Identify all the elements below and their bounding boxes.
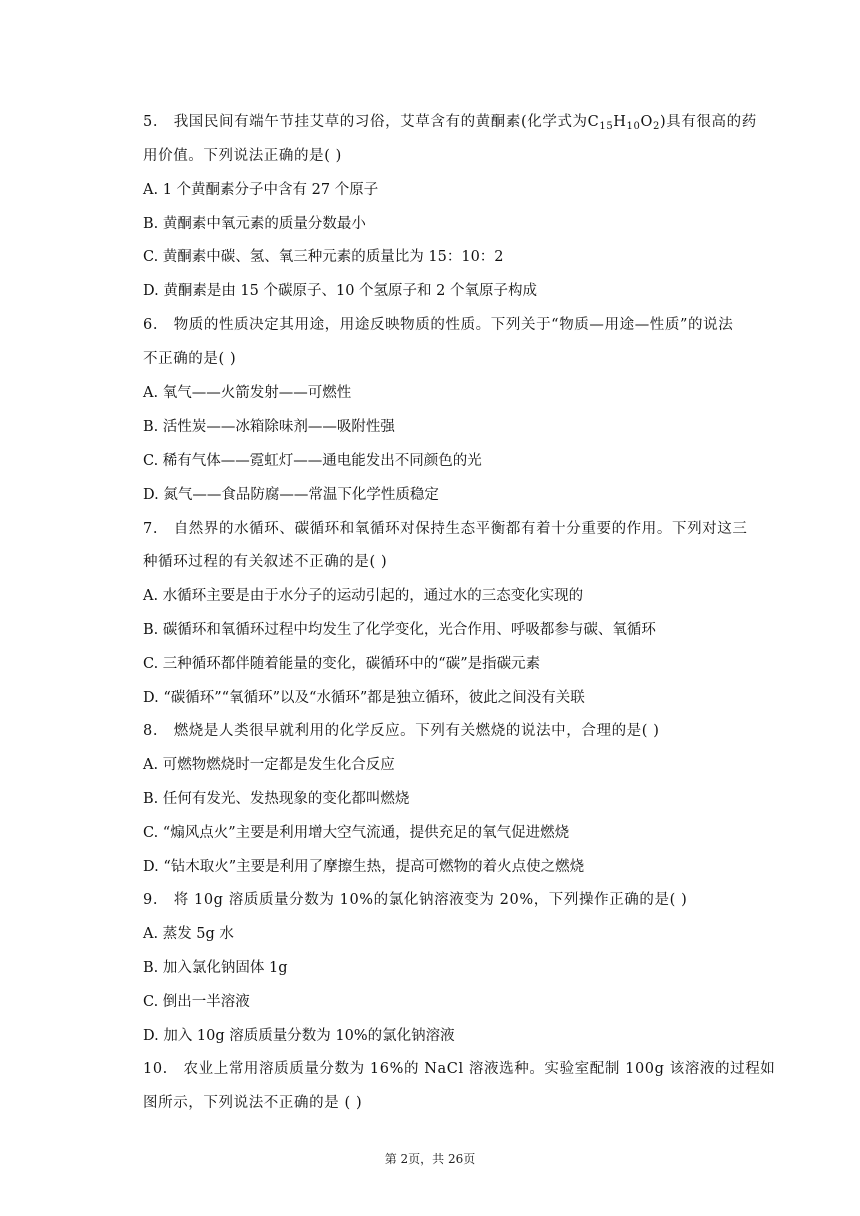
question-text: 具有很高的药 <box>666 114 757 130</box>
question-number: 6. <box>143 317 159 333</box>
question-text: 燃烧是人类很早就利用的化学反应。下列有关燃烧的说法中，合理的是( ) <box>173 723 660 739</box>
option-9b: B. 加入氯化钠固体 1g <box>143 960 288 976</box>
option-6a: A. 氧气——火箭发射——可燃性 <box>143 385 352 401</box>
option-8b: B. 任何有发光、发热现象的变化都叫燃烧 <box>143 791 410 807</box>
question-number: 5. <box>143 114 159 130</box>
question-5-line-2: 用价值。下列说法正确的是( ) <box>143 148 342 164</box>
chemical-formula: $C_{15}H_{10}O_2$) <box>587 114 667 132</box>
question-6-line-2: 不正确的是( ) <box>143 351 237 367</box>
question-10-line-2: 图所示，下列说法不正确的是 ( ) <box>143 1095 363 1111</box>
question-text: 农业上常用溶质质量分数为 16%的 NaCl 溶液选种。实验室配制 100g 该溶液的过程如 <box>183 1061 776 1077</box>
question-text: 自然界的水循环、碳循环和氧循环对保持生态平衡都有着十分重要的作用。下列对这三 <box>173 521 748 537</box>
option-7b: B. 碳循环和氧循环过程中均发生了化学变化，光合作用、呼吸都参与碳、氧循环 <box>143 622 656 638</box>
question-6-line-1 <box>143 315 753 335</box>
option-5d: D. 黄酮素是由 15 个碳原子、10 个氢原子和 2 个氧原子构成 <box>143 283 537 299</box>
question-text: 将 10g 溶质质量分数为 10%的氯化钠溶液变为 20%，下列操作正确的是( ) <box>173 892 688 908</box>
option-7a: A. 水循环主要是由于水分子的运动引起的，通过水的三态变化实现的 <box>143 588 584 604</box>
page-footer: 第 2页，共 26页 <box>384 1152 476 1166</box>
option-8c: C. “煽风点火”主要是利用增大空气流通，提供充足的氧气促进燃烧 <box>143 825 570 841</box>
option-9d: D. 加入 10g 溶质质量分数为 10%的氯化钠溶液 <box>143 1028 455 1044</box>
question-number: 9. <box>143 892 159 908</box>
option-6c: C. 稀有气体——霓虹灯——通电能发出不同颜色的光 <box>143 453 482 469</box>
option-7d: D. “碳循环”“氧循环”以及“水循环”都是独立循环，彼此之间没有关联 <box>143 690 585 706</box>
question-7-line-1 <box>143 519 753 539</box>
question-number: 7. <box>143 521 159 537</box>
option-8a: A. 可燃物燃烧时一定都是发生化合反应 <box>143 757 395 773</box>
option-9a: A. 蒸发 5g 水 <box>143 926 234 942</box>
question-10-line-1 <box>143 1059 776 1079</box>
question-text: 物质的性质决定其用途，用途反映物质的性质。下列关于“物质—用途—性质”的说法 <box>173 317 734 333</box>
option-9c: C. 倒出一半溶液 <box>143 994 250 1010</box>
question-5-line-1 <box>143 112 757 137</box>
option-7c: C. 三种循环都伴随着能量的变化，碳循环中的“碳”是指碳元素 <box>143 656 541 672</box>
question-8-line-1 <box>143 721 753 741</box>
question-number: 10. <box>143 1061 168 1077</box>
question-number: 8. <box>143 723 159 739</box>
question-text: 我国民间有端午节挂艾草的习俗，艾草含有的黄酮素(化学式为 <box>173 114 588 130</box>
option-6d: D. 氮气——食品防腐——常温下化学性质稳定 <box>143 487 439 503</box>
option-5b: B. 黄酮素中氧元素的质量分数最小 <box>143 216 366 232</box>
question-9-line-1 <box>143 890 753 910</box>
option-8d: D. “钻木取火”主要是利用了摩擦生热，提高可燃物的着火点使之燃烧 <box>143 859 585 875</box>
option-6b: B. 活性炭——冰箱除味剂——吸附性强 <box>143 419 395 435</box>
option-5a: A. 1 个黄酮素分子中含有 27 个原子 <box>143 182 379 198</box>
question-7-line-2: 种循环过程的有关叙述不正确的是( ) <box>143 554 388 570</box>
option-5c: C. 黄酮素中碳、氢、氧三种元素的质量比为 15：10：2 <box>143 249 504 265</box>
